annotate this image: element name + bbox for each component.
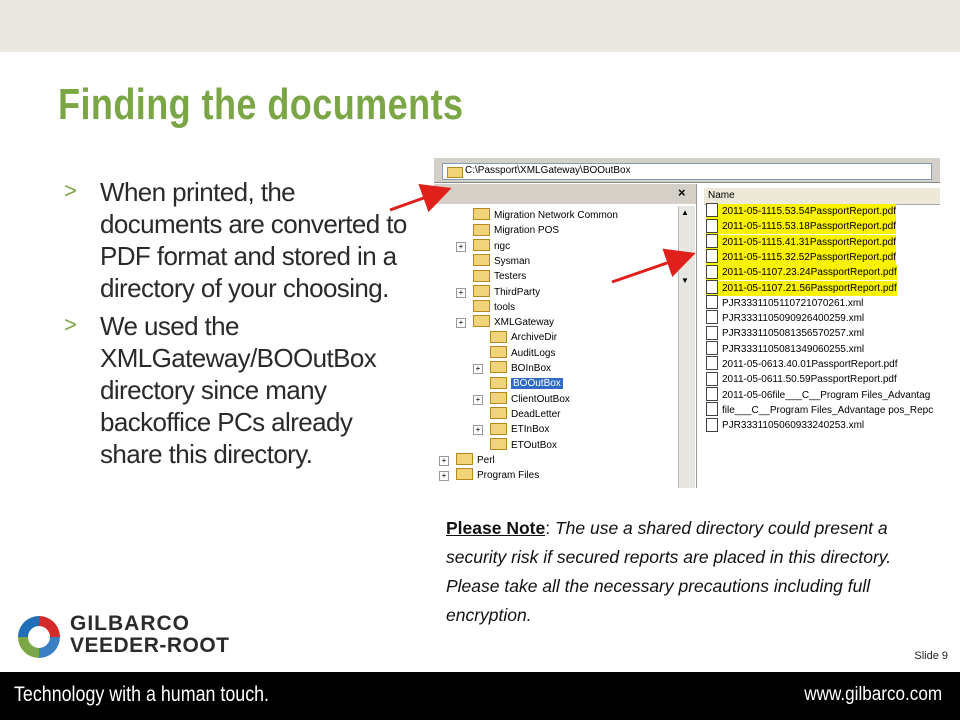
file-name: PJR3331105081356570257.xml [722, 328, 865, 340]
file-name: 2011-05-1107.21.56PassportReport.pdf [722, 282, 897, 294]
tree-item-label: ngc [494, 240, 511, 252]
bullet-text: When printed, the documents are converted to PDF format and stored in a directory of your choosing. [100, 177, 407, 303]
file-name: 2011-05-1115.41.31PassportReport.pdf [722, 236, 897, 248]
tree-item-label: ETOutBox [511, 439, 557, 451]
logo-line-1: GILBARCO [70, 612, 190, 635]
file-name: file___C__Program Files_Advantage pos_Repc [722, 404, 934, 416]
expand-toggle-icon[interactable]: + [439, 471, 449, 481]
expand-toggle-icon[interactable]: + [456, 242, 466, 252]
expand-toggle-icon[interactable]: + [473, 425, 483, 435]
logo-swirl-icon [14, 612, 64, 662]
tree-item-label: Sysman [494, 255, 531, 267]
security-note [446, 514, 906, 630]
file-name: 2011-05-1115.32.52PassportReport.pdf [722, 251, 897, 263]
tree-item-label: BOInBox [511, 363, 552, 374]
footer-bar [0, 672, 960, 720]
note-separator: : [545, 518, 555, 538]
address-path: C:\Passport\XMLGateway\BOOutBox [465, 165, 631, 176]
slide-title: Finding the documents [58, 80, 464, 129]
tree-item-label: ThirdParty [494, 286, 541, 298]
note-body: The use a shared directory could present a security risk if secured reports are placed in this directory. Please take all the necessary precautions including full encryption. [446, 518, 892, 625]
tree-item-label: Program Files [477, 470, 540, 482]
tree-item-label: Migration POS [494, 225, 560, 237]
expand-toggle-icon[interactable]: + [439, 456, 449, 466]
file-name: PJR3331105060933240253.xml [722, 420, 865, 432]
file-name: 2011-05-1107.23.24PassportReport.pdf [722, 267, 897, 279]
file-name: 2011-05-1115.53.18PassportReport.pdf [722, 221, 897, 233]
file-name: PJR3331105081349060255.xml [722, 343, 865, 355]
arrow-to-address [390, 190, 446, 210]
close-icon[interactable]: × [678, 185, 686, 200]
name-column-label: Name [708, 190, 735, 201]
tree-item-label: ArchiveDir [511, 332, 558, 344]
tree-item-label: ClientOutBox [511, 393, 570, 405]
slide-number: Slide 9 [914, 650, 948, 662]
file-name: 2011-05-0613.40.01PassportReport.pdf [722, 359, 898, 370]
arrow-to-files [612, 255, 690, 282]
bullet-marker: > [64, 312, 77, 337]
company-logo [14, 612, 234, 662]
tree-item-label: Perl [477, 454, 495, 466]
tree-item-label: tools [494, 301, 516, 313]
file-name: PJR3331105090926400259.xml [722, 313, 865, 325]
file-name: 2011-05-1115.53.54PassportReport.pdf [722, 206, 897, 217]
scroll-down-icon[interactable]: ▼ [681, 276, 689, 285]
note-heading: Please Note [446, 518, 546, 538]
footer-url[interactable]: www.gilbarco.com [804, 684, 942, 705]
tree-item-label: AuditLogs [511, 347, 556, 359]
expand-toggle-icon[interactable]: + [473, 364, 483, 374]
footer-tagline: Technology with a human touch. [14, 683, 270, 706]
bullet-text: We used the XMLGateway/BOOutBox directory since many backoffice PCs already share this directory. [100, 311, 377, 469]
tree-item-label: Testers [494, 271, 527, 283]
tree-item-label: ETInBox [511, 424, 550, 436]
file-name: 2011-05-0611.50.59PassportReport.pdf [722, 374, 897, 386]
expand-toggle-icon[interactable]: + [473, 395, 483, 405]
bullet-marker: > [64, 178, 77, 203]
expand-toggle-icon[interactable]: + [456, 288, 466, 298]
tree-item-label: Migration Network Common [494, 210, 618, 221]
tree-item-label: BOOutBox [513, 378, 561, 390]
expand-toggle-icon[interactable]: + [456, 318, 466, 328]
file-name: 2011-05-06file___C__Program Files_Advantag [722, 389, 931, 401]
tree-item-label: XMLGateway [494, 317, 555, 329]
logo-line-2: VEEDER-ROOT [70, 634, 230, 657]
file-name: PJR3331105110721070261.xml [722, 297, 864, 309]
tree-item-label: DeadLetter [511, 408, 561, 420]
scroll-up-icon[interactable]: ▲ [681, 208, 689, 217]
